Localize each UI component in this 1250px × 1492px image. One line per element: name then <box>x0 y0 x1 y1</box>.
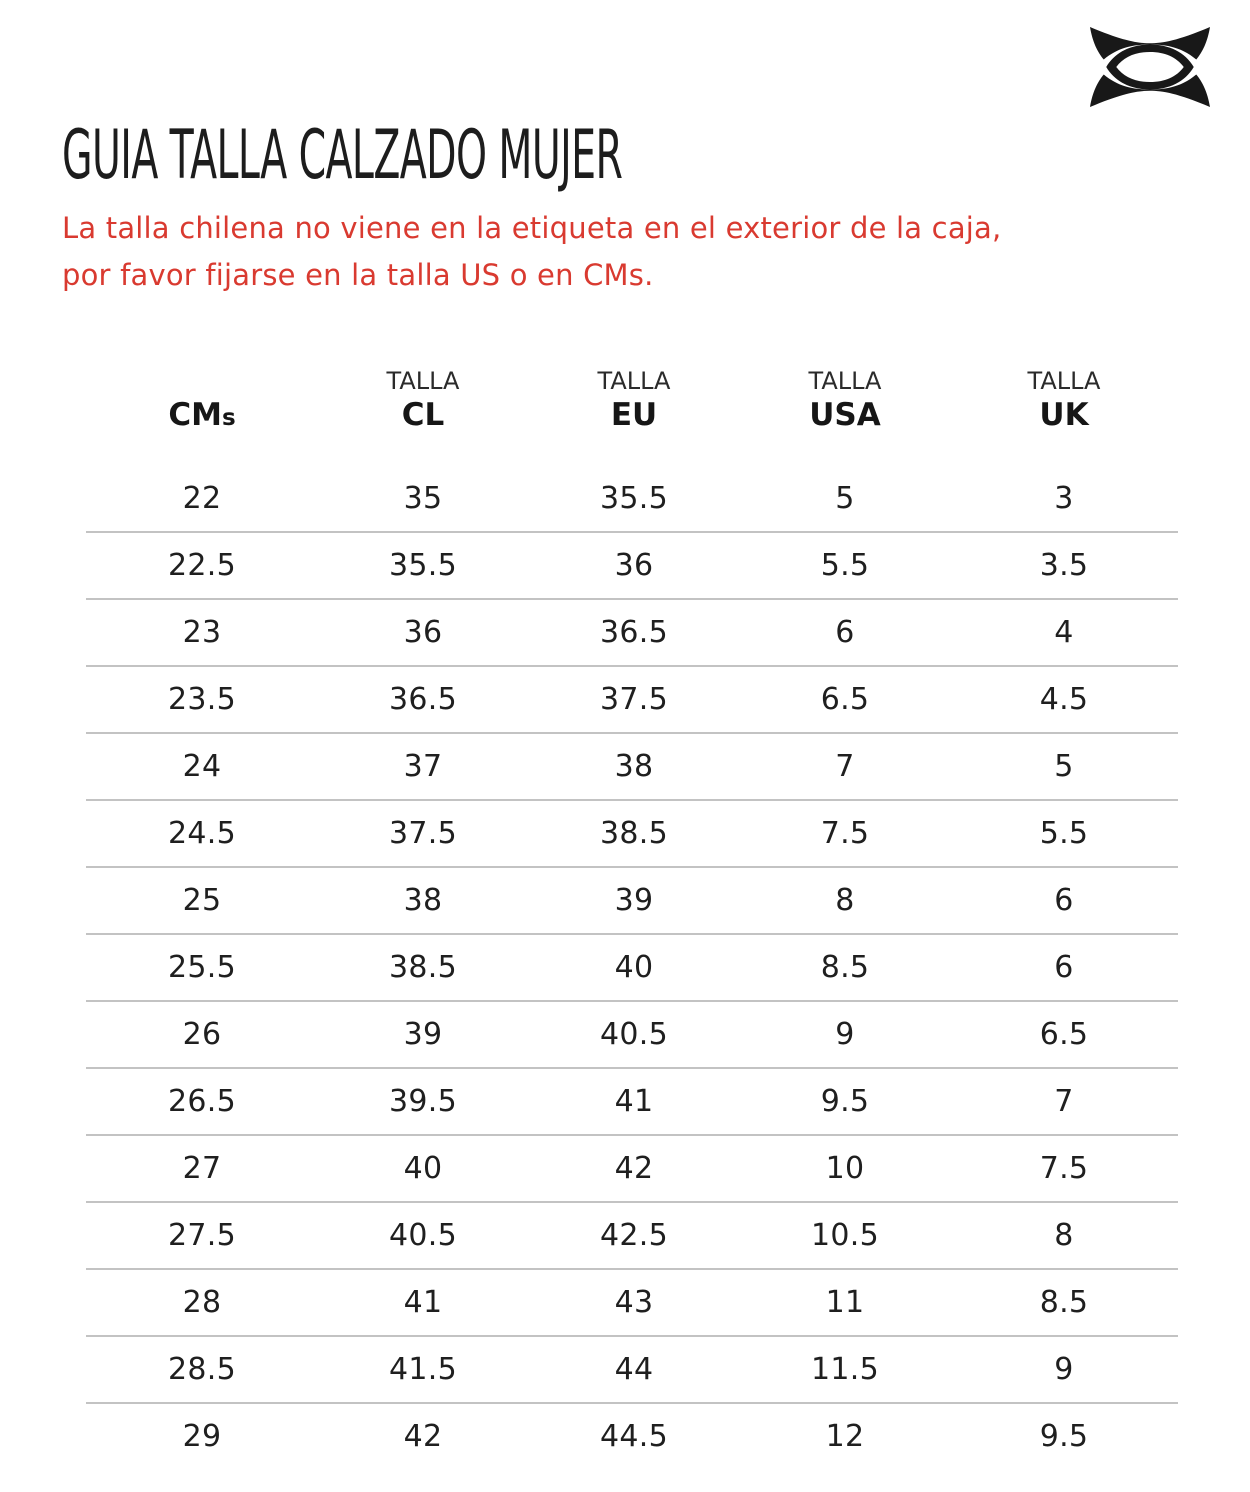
table-row <box>86 600 1178 667</box>
column-header-uk <box>950 367 1178 436</box>
size-cell: 23.5 <box>168 682 236 717</box>
size-cell: 42.5 <box>600 1218 668 1253</box>
size-cell: 6 <box>1054 950 1074 985</box>
size-cell: 27 <box>182 1151 222 1186</box>
note-text <box>62 205 1001 299</box>
column-header-code-label <box>168 397 235 436</box>
size-cell: 11 <box>825 1285 865 1320</box>
column-header-code: CL <box>401 397 445 433</box>
size-cell: 40 <box>403 1151 443 1186</box>
size-cell: 8 <box>835 883 855 918</box>
size-cell: 36.5 <box>600 615 668 650</box>
size-cell: 3 <box>1054 481 1074 516</box>
table-row <box>86 466 1178 533</box>
column-header-talla-label: TALLA <box>597 367 671 395</box>
column-header-code: UK <box>1039 397 1089 433</box>
size-cell: 37.5 <box>389 816 457 851</box>
table-row <box>86 935 1178 1002</box>
size-cell: 37 <box>403 749 443 784</box>
page-title: GUIA TALLA CALZADO MUJER <box>62 116 623 195</box>
size-cell: 26 <box>182 1017 222 1052</box>
size-cell: 38.5 <box>600 816 668 851</box>
size-cell: 7 <box>1054 1084 1074 1119</box>
size-cell: 41.5 <box>389 1352 457 1387</box>
size-cell: 26.5 <box>168 1084 236 1119</box>
size-cell: 7.5 <box>1039 1151 1089 1186</box>
table-row <box>86 1002 1178 1069</box>
table-row <box>86 801 1178 868</box>
size-cell: 42 <box>403 1419 443 1454</box>
size-cell: 28 <box>182 1285 222 1320</box>
size-cell: 8.5 <box>820 950 870 985</box>
size-cell: 25.5 <box>168 950 236 985</box>
size-cell: 36 <box>403 615 443 650</box>
column-header-cms <box>86 395 318 436</box>
size-cell: 9.5 <box>1039 1419 1089 1454</box>
size-cell: 10 <box>825 1151 865 1186</box>
size-cell: 35.5 <box>600 481 668 516</box>
size-cell: 29 <box>182 1419 222 1454</box>
column-header-code-suffix: s <box>221 405 236 431</box>
size-cell: 4 <box>1054 615 1074 650</box>
size-cell: 40.5 <box>389 1218 457 1253</box>
size-cell: 41 <box>403 1285 443 1320</box>
size-table <box>86 366 1178 1469</box>
column-header-code: USA <box>809 397 881 433</box>
size-cell: 9 <box>1054 1352 1074 1387</box>
size-cell: 8 <box>1054 1218 1074 1253</box>
table-row <box>86 667 1178 734</box>
column-header-talla-label: TALLA <box>808 367 882 395</box>
size-cell: 9 <box>835 1017 855 1052</box>
size-cell: 40.5 <box>600 1017 668 1052</box>
size-cell: 44.5 <box>600 1419 668 1454</box>
table-row <box>86 1069 1178 1136</box>
size-cell: 27.5 <box>168 1218 236 1253</box>
column-header-code-label <box>1039 397 1088 436</box>
size-cell: 4.5 <box>1039 682 1089 717</box>
column-header-code: CM <box>168 397 222 433</box>
note-line-1: La talla chilena no viene en la etiqueta en el exterior de la caja, <box>62 211 1002 245</box>
size-cell: 25 <box>182 883 222 918</box>
table-row <box>86 1404 1178 1469</box>
table-row <box>86 1337 1178 1404</box>
size-cell: 6 <box>1054 883 1074 918</box>
size-cell: 12 <box>825 1419 865 1454</box>
size-cell: 35 <box>403 481 443 516</box>
size-cell: 43 <box>614 1285 654 1320</box>
table-header-row <box>86 366 1178 436</box>
column-header-code: EU <box>610 397 658 433</box>
table-row <box>86 1136 1178 1203</box>
size-cell: 22 <box>182 481 222 516</box>
size-cell: 41 <box>614 1084 654 1119</box>
size-cell: 5.5 <box>820 548 870 583</box>
column-header-code-label <box>402 397 445 436</box>
table-body <box>86 466 1178 1469</box>
size-cell: 6 <box>835 615 855 650</box>
table-row <box>86 868 1178 935</box>
size-cell: 37.5 <box>600 682 668 717</box>
size-cell: 6.5 <box>1039 1017 1089 1052</box>
size-cell: 24 <box>182 749 222 784</box>
size-cell: 5 <box>1054 749 1074 784</box>
size-cell: 39.5 <box>389 1084 457 1119</box>
note-line-2: por favor fijarse en la talla US o en CMs. <box>62 258 654 292</box>
column-header-code-label <box>611 397 657 436</box>
size-cell: 35.5 <box>389 548 457 583</box>
size-cell: 28.5 <box>168 1352 236 1387</box>
table-row <box>86 734 1178 801</box>
size-cell: 10.5 <box>811 1218 879 1253</box>
size-cell: 36 <box>614 548 654 583</box>
size-cell: 40 <box>614 950 654 985</box>
size-cell: 22.5 <box>168 548 236 583</box>
table-row <box>86 1203 1178 1270</box>
size-cell: 38 <box>403 883 443 918</box>
size-cell: 7.5 <box>820 816 870 851</box>
size-cell: 38 <box>614 749 654 784</box>
size-cell: 6.5 <box>820 682 870 717</box>
column-header-cl <box>318 367 528 436</box>
size-cell: 8.5 <box>1039 1285 1089 1320</box>
column-header-code-label <box>809 397 881 436</box>
size-cell: 42 <box>614 1151 654 1186</box>
size-cell: 3.5 <box>1039 548 1089 583</box>
size-cell: 44 <box>614 1352 654 1387</box>
size-cell: 38.5 <box>389 950 457 985</box>
column-header-eu <box>528 367 740 436</box>
size-cell: 11.5 <box>811 1352 879 1387</box>
size-cell: 39 <box>403 1017 443 1052</box>
table-row <box>86 533 1178 600</box>
column-header-talla-label: TALLA <box>1027 367 1101 395</box>
size-cell: 5 <box>835 481 855 516</box>
size-cell: 5.5 <box>1039 816 1089 851</box>
size-cell: 23 <box>182 615 222 650</box>
size-cell: 7 <box>835 749 855 784</box>
size-cell: 24.5 <box>168 816 236 851</box>
table-row <box>86 1270 1178 1337</box>
under-armour-logo-icon <box>1086 27 1214 107</box>
size-cell: 9.5 <box>820 1084 870 1119</box>
size-cell: 39 <box>614 883 654 918</box>
column-header-talla-label: TALLA <box>386 367 460 395</box>
size-cell: 36.5 <box>389 682 457 717</box>
column-header-usa <box>740 367 950 436</box>
